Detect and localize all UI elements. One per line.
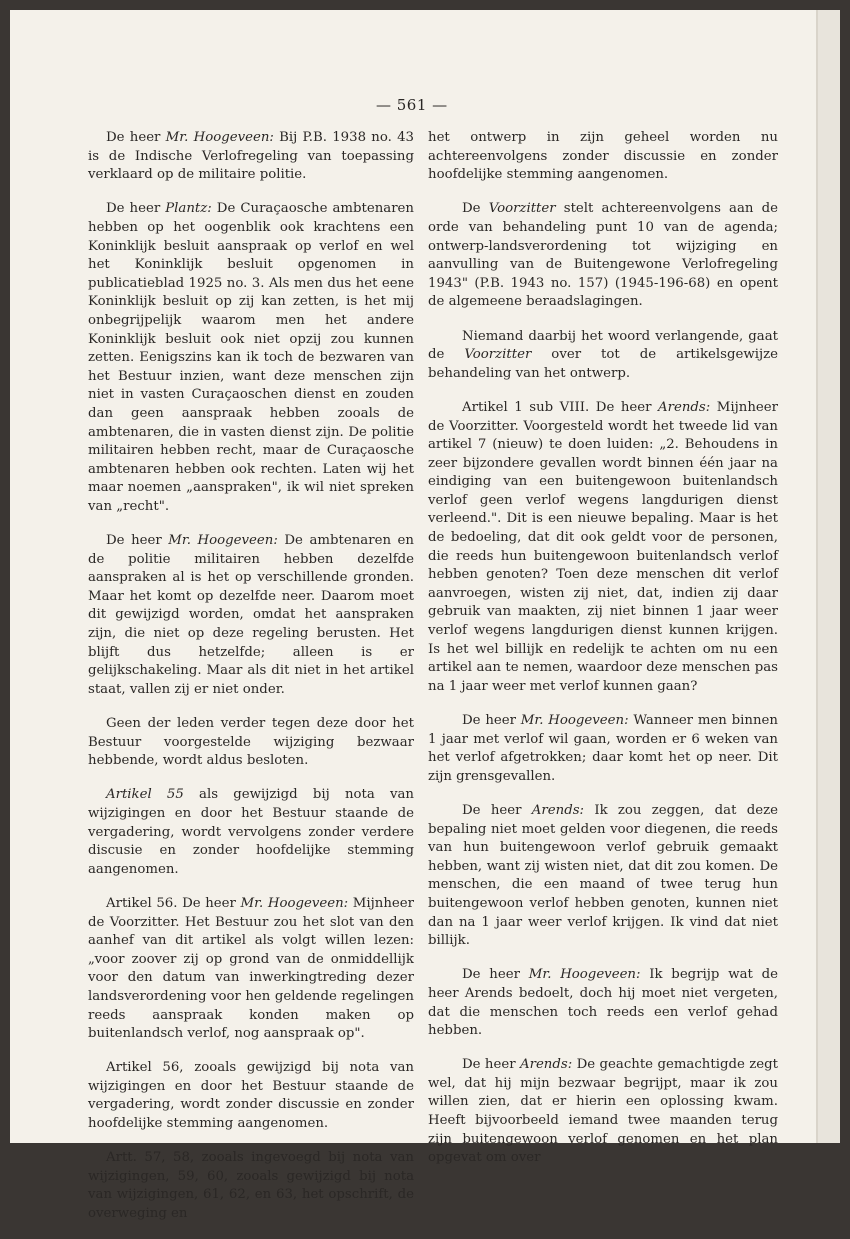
paragraph-text: Mijnheer de Voorzitter. Voorgesteld wordt het tweede lid van artikel 7 (nieuw) te doen luiden: „2. Behoudens in zeer bijzondere gevallen wordt binnen één jaar na eindiging van een buitengewoon buitenlandsch verlof geen verlof wegens langdurigen dienst verleend.". Dit is een nieuwe bepaling. Maar is het de bedoeling, dat dit ook geldt voor de personen, die reeds hun buitengewoon buitenlandsch verlof hebben genoten? Toen deze menschen dit verlof aanvroegen, wisten zij niet, dat, indien zij daar gebruik van maakten, zij niet binnen 1 jaar weer verlof wegens langdurigen dienst kunnen krijgen. Is het wel billijk en redelijk te achten om nu een artikel aan te nemen, waardoor deze menschen pas na 1 jaar weer met verlof kunnen gaan? <box>428 399 778 694</box>
paragraph-lead: De <box>462 201 489 217</box>
speaker-name: Voorzitter <box>464 347 532 363</box>
paragraph <box>88 200 414 516</box>
paragraph-lead: De heer <box>106 533 169 549</box>
paragraph-text: Ik zou zeggen, dat deze bepaling niet moet gelden voor diegenen, die reeds van hun buitengewoon verlof gebruik gemaakt hebben, want zij wisten niet, dat dit zou komen. De menschen, die een maand of twee terug hun buitengewoon verlof hebben genoten, kunnen niet dan na 1 jaar weer verlof krijgen. Ik vind dat niet billijk. <box>428 802 778 949</box>
paragraph <box>428 966 778 1040</box>
speaker-name: Artikel 55 <box>106 787 184 803</box>
page-edge <box>818 10 840 1143</box>
paragraph-lead: De heer <box>106 201 166 217</box>
speaker-name: Mr. Hoogeveen: <box>165 130 274 145</box>
paragraph <box>428 1056 778 1168</box>
paragraph-lead: Artikel 56. De heer <box>106 895 241 911</box>
paragraph-text: Mijnheer de Voorzitter. Het Bestuur zou het slot van den aanhef van dit artikel als volgt willen lezen: „voor zoover zij op grond van de onmiddellijk voor den datum van inwerkingtreding dezer landsverordening voor hen geldende regelingen reeds aanspraak konden maken op buitenlandsch verlof, nog aanspraak op". <box>88 895 414 1042</box>
speaker-name: Arends: <box>658 399 711 415</box>
paragraph-text: Artikel 56, zooals gewijzigd bij nota van wijzigingen en door het Bestuur staande de vergadering, wordt zonder discussie en zonder hoofdelijke stemming aangenomen. <box>88 1060 414 1132</box>
paragraph-lead: De heer <box>462 967 529 983</box>
paragraph-text: als gewijzigd bij nota van wijzigingen en door het Bestuur staande de vergadering, wordt vervolgens zonder verdere discusie en zonder hoofdelijke stemming aangenomen. <box>88 787 414 877</box>
paragraph <box>428 712 778 786</box>
speaker-name: Mr. Hoogeveen: <box>240 895 349 911</box>
paragraph <box>88 1149 414 1223</box>
paragraph-text: Ik begrijp wat de heer Arends bedoelt, doch hij moet niet vergeten, dat die menschen toch reeds een verlof gehad hebben. <box>428 967 778 1039</box>
speaker-name: Voorzitter <box>488 201 556 217</box>
paragraph <box>428 200 778 312</box>
paragraph-text: Geen der leden verder tegen deze door het Bestuur voorgestelde wijziging bezwaar hebbende, wordt aldus besloten. <box>88 716 414 769</box>
paragraph <box>88 129 414 185</box>
paragraph-text: Bij P.B. 1938 no. 43 is de Indische Verlofregeling van toepassing verklaard op de militaire politie. <box>88 130 414 183</box>
left-column <box>88 129 414 1239</box>
paragraph-text: Wanneer men binnen 1 jaar met verlof wil gaan, worden er 6 weken van het verlof afgetrokken; daar komt het op neer. Dit zijn grensgevallen. <box>428 713 778 784</box>
speaker-name: Mr. Hoogeveen: <box>528 967 641 983</box>
speaker-name: Mr. Hoogeveen: <box>520 713 629 728</box>
paragraph <box>428 802 778 951</box>
paragraph <box>88 1059 414 1133</box>
right-column <box>428 129 778 1183</box>
speaker-name: Arends: <box>519 1057 573 1073</box>
paragraph-lead: De heer <box>462 802 532 818</box>
paragraph-text: De geachte gemachtigde zegt wel, dat hij mijn bezwaar begrijpt, maar ik zou willen zien, dat er hierin een oplossing kwam. Heeft bijvoorbeeld iemand twee maanden terug zijn buitengewoon verlof genomen en het plan opgevat om over <box>428 1057 778 1166</box>
paragraph-lead: Niemand daarbij het woord verlangende, gaat de <box>428 328 778 363</box>
paragraph <box>88 715 414 771</box>
paragraph-lead: De heer <box>462 713 521 728</box>
speaker-name: Mr. Hoogeveen: <box>168 533 278 549</box>
paragraph <box>428 129 778 185</box>
paragraph-lead: De heer <box>462 1057 520 1073</box>
speaker-name: Arends: <box>531 802 585 818</box>
paragraph-text: over tot de artikelsgewijze behandeling van het ontwerp. <box>428 347 779 381</box>
paragraph-lead: De heer <box>106 130 166 145</box>
page-number: — 561 — <box>376 96 448 114</box>
document-page <box>10 10 816 1222</box>
paragraph <box>428 399 778 697</box>
paragraph <box>88 532 414 699</box>
paragraph-text: Artt. 57, 58, zooals ingevoegd bij nota van wijzigingen, 59, 60, zooals gewijzigd bij nota van wijzigingen, 61, 62, en 63, het opschrift, de overweging en <box>88 1150 414 1222</box>
speaker-name: Plantz: <box>165 201 212 217</box>
paragraph-lead: Artikel 1 sub VIII. De heer <box>462 399 659 415</box>
paragraph <box>88 895 414 1044</box>
paragraph-text: De Curaçaosche ambtenaren hebben op het oogenblik ook krachtens een Koninklijk besluit aanspraak op verlof en wel het Koninklijk besluit opgenomen in publicatieblad 1925 no. 3. Als men dus het eene Koninklijk besluit op zij kan zetten, is het mij onbegrijpelijk waarom men het andere Koninklijk besluit ook niet opzij zou kunnen zetten. Eenigszins kan ik toch de bezwaren van het Bestuur inzien, want deze menschen zijn niet in vasten Curaçaoschen dienst en zouden dan geen aanspraak hebben zooals de ambtenaren, die in vasten dienst zijn. De politie militairen hebben recht, maar de Curaçaosche ambtenaren hebben ook rechten. Laten wij het maar noemen „aanspraken", ik wil niet spreken van „recht". <box>88 201 414 514</box>
paragraph-text: De ambtenaren en de politie militairen hebben dezelfde aanspraken al is het op verschillende gronden. Maar het komt op dezelfde neer. Daarom moet dit gewijzigd worden, omdat het aanspraken zijn, die niet op deze regeling berusten. Het blijft dus hetzelfde; alleen is er gelijkschakeling. Maar als dit niet in het artikel staat, vallen zij er niet onder. <box>88 533 414 697</box>
paragraph <box>428 328 778 384</box>
paragraph-text: stelt achtereenvolgens aan de orde van behandeling punt 10 van de agenda; ontwerp-landsverordening tot wijziging en aanvulling van de Buitengewone Verlofregeling 1943" (P.B. 1943 no. 157) (1945-196-68) en opent de algemeene beraadslagingen. <box>428 201 778 310</box>
paragraph-text: het ontwerp in zijn geheel worden nu achtereenvolgens zonder discussie en zonder hoofdelijke stemming aangenomen. <box>428 130 778 183</box>
paragraph <box>88 786 414 879</box>
